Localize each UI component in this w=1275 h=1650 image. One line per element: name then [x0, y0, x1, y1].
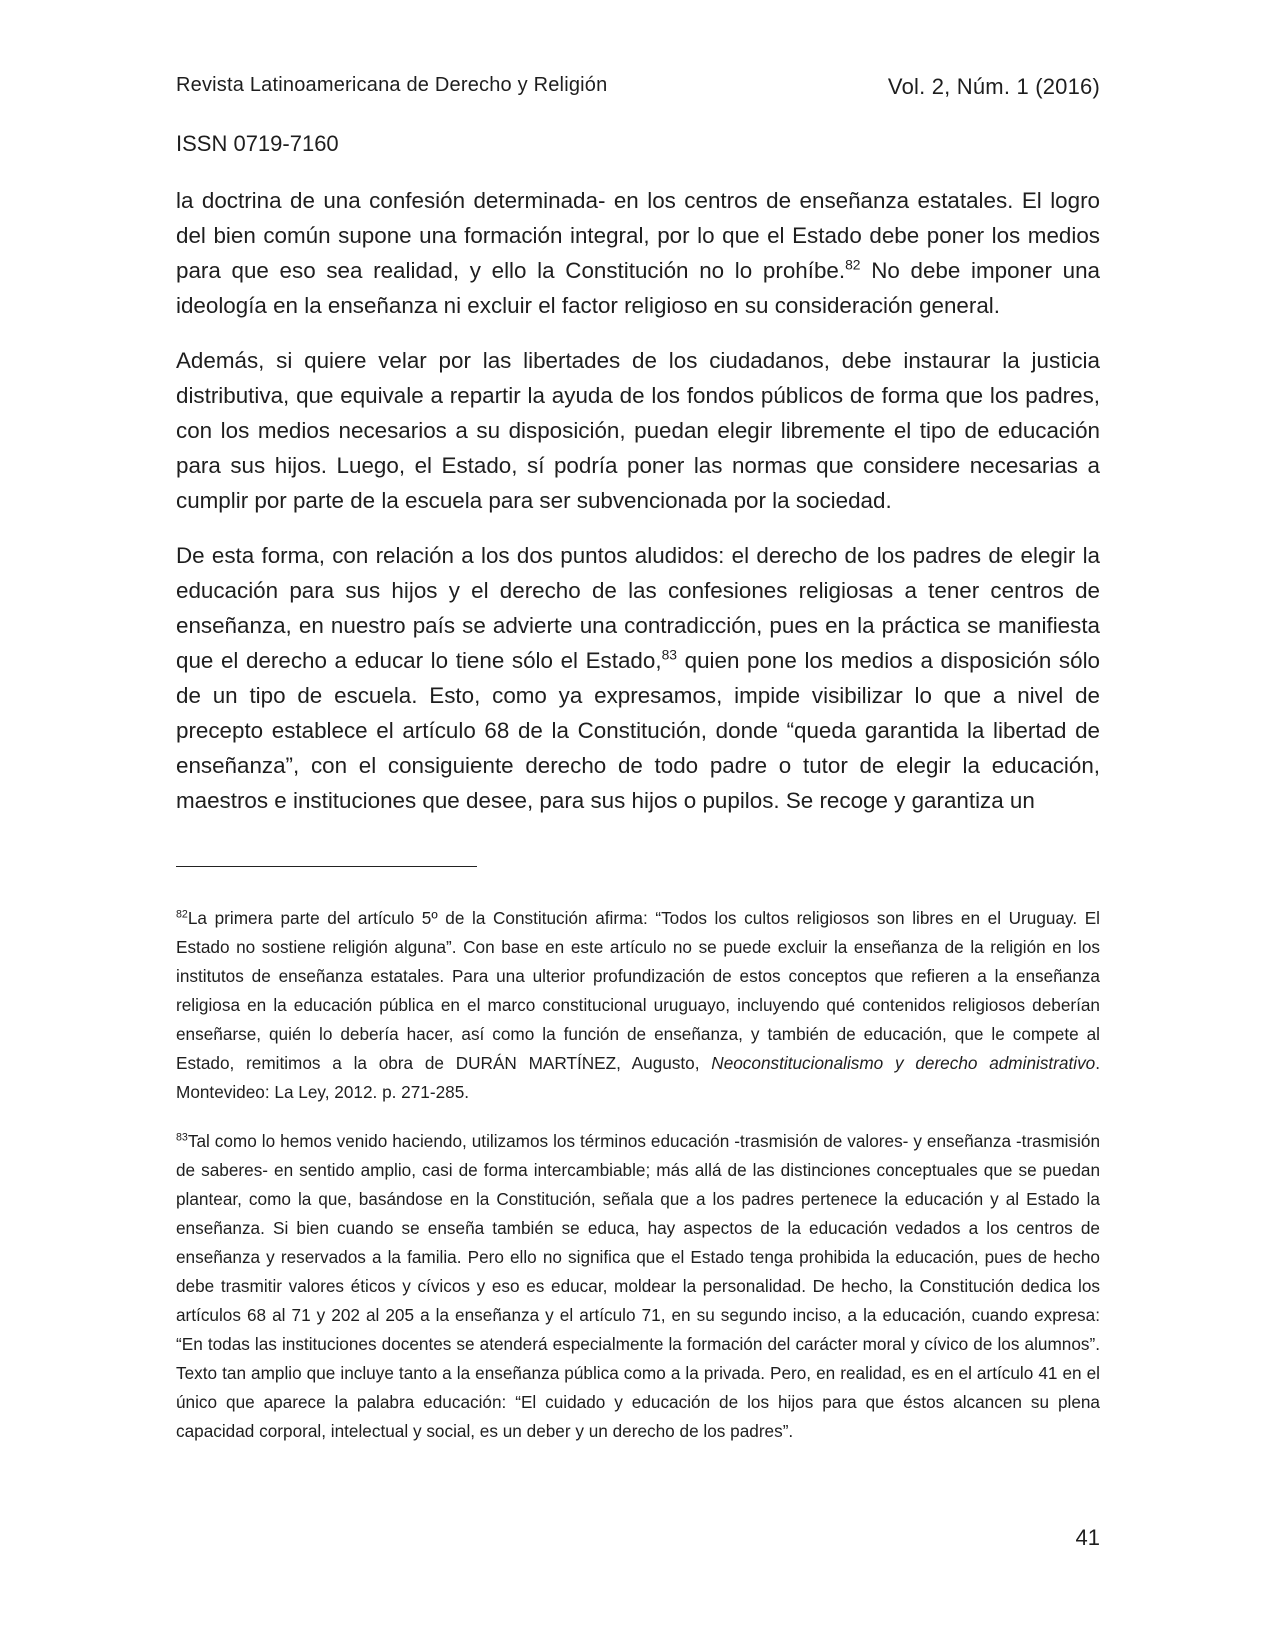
footnotes: [176, 904, 1100, 1466]
paragraph-1-text-a: la doctrina de una confesión determinada- en los centros de enseñanza estatales. El logro del bien común supone una formación integral, por lo que el Estado debe poner los medios para que eso sea realidad, y ello la Constitución no lo prohíbe.: [176, 188, 1100, 283]
page-number: 41: [1075, 1525, 1100, 1550]
paragraph-3-text-b: quien pone los medios a disposición sólo de un tipo de escuela. Esto, como ya expresamos, impide visibilizar lo que a nivel de precepto establece el artículo 68 de la Constitución, donde “queda garantida la libertad de enseñanza”, con el consiguiente derecho de todo padre o tutor de elegir la educación, maestros e instituciones que desee, para sus hijos o pupilos. Se recoge y garantiza un: [176, 648, 1100, 813]
paragraph-1: [176, 183, 1100, 323]
paragraph-3: [176, 538, 1100, 818]
issn-label: ISSN 0719-7160: [176, 131, 339, 156]
footnote-separator: [176, 866, 477, 867]
cited-work-title: Neoconstitucionalismo y derecho administrativo: [711, 1053, 1096, 1073]
paragraph-2: Además, si quiere velar por las libertades de los ciudadanos, debe instaurar la justicia distributiva, que equivale a repartir la ayuda de los fondos públicos de forma que los padres, con los medios necesarios a su disposición, puedan elegir libremente el tipo de educación para sus hijos. Luego, el Estado, sí podría poner las normas que considere necesarias a cumplir por parte de la escuela para ser subvencionada por la sociedad.: [176, 348, 1100, 513]
paragraph-1-text-b: No debe imponer una ideología en la enseñanza ni excluir el factor religioso en su consideración general.: [176, 258, 1100, 318]
footnote-text-a: La primera parte del artículo 5º de la Constitución afirma: “Todos los cultos religiosos son libres en el Uruguay. El Estado no sostiene religión alguna”. Con base en este artículo no se puede excluir la enseñanza de la religión en los institutos de enseñanza estatales. Para una ulterior profundización de estos conceptos que refieren a la enseñanza religiosa en la educación pública en el marco constitucional uruguayo, incluyendo qué contenidos religiosos deberían enseñarse, quién lo debería hacer, así como la función de enseñanza, y también de educación, que le compete al Estado, remitimos a la obra de DURÁN MARTÍNEZ, Augusto,: [176, 908, 1100, 1073]
footnote-number: 82: [176, 908, 188, 921]
footnote-text-b: . Montevideo: La Ley, 2012. p. 271-285.: [176, 1053, 1100, 1102]
footnote-ref-83[interactable]: 83: [661, 646, 677, 663]
footnote-82: [176, 904, 1100, 1107]
body-text: [176, 183, 1100, 838]
running-header: [176, 74, 1100, 108]
paragraph-3-text-a: De esta forma, con relación a los dos puntos aludidos: el derecho de los padres de elegir la educación para sus hijos y el derecho de las confesiones religiosas a tener centros de enseñanza, en nuestro país se advierte una contradicción, pues en la práctica se manifiesta que el derecho a educar lo tiene sólo el Estado,: [176, 543, 1100, 673]
footnote-text-a: Tal como lo hemos venido haciendo, utilizamos los términos educación -trasmisión de valores- y enseñanza -trasmisión de saberes- en sentido amplio, casi de forma intercambiable; más allá de las distinciones conceptuales que se puedan plantear, como la que, basándose en la Constitución, señala que a los padres pertenece la educación y al Estado la enseñanza. Si bien cuando se enseña también se educa, hay aspectos de la educación vedados a los centros de enseñanza y reservados a la familia. Pero ello no significa que el Estado tenga prohibida la educación, pues de hecho debe trasmitir valores éticos y cívicos y eso es educar, moldear la personalidad. De hecho, la Constitución dedica los artículos 68 al 71 y 202 al 205 a la enseñanza y el artículo 71, en su segundo inciso, a la educación, cuando expresa: “En todas las instituciones docentes se atenderá especialmente la formación del carácter moral y cívico de los alumnos”. Texto tan amplio que incluye tanto a la enseñanza pública como a la privada. Pero, en realidad, es en el artículo 41 en el único que aparece la palabra educación: “El cuidado y educación de los hijos para que éstos alcancen su plena capacidad corporal, intelectual y social, es un deber y un derecho de los padres”.: [176, 1131, 1100, 1441]
journal-title: Revista Latinoamericana de Derecho y Religión: [176, 74, 608, 96]
footnote-ref-82[interactable]: 82: [845, 256, 861, 273]
volume-issue: Vol. 2, Núm. 1 (2016): [887, 74, 1100, 99]
footnote-number: 83: [176, 1131, 188, 1144]
footnote-83: [176, 1127, 1100, 1446]
